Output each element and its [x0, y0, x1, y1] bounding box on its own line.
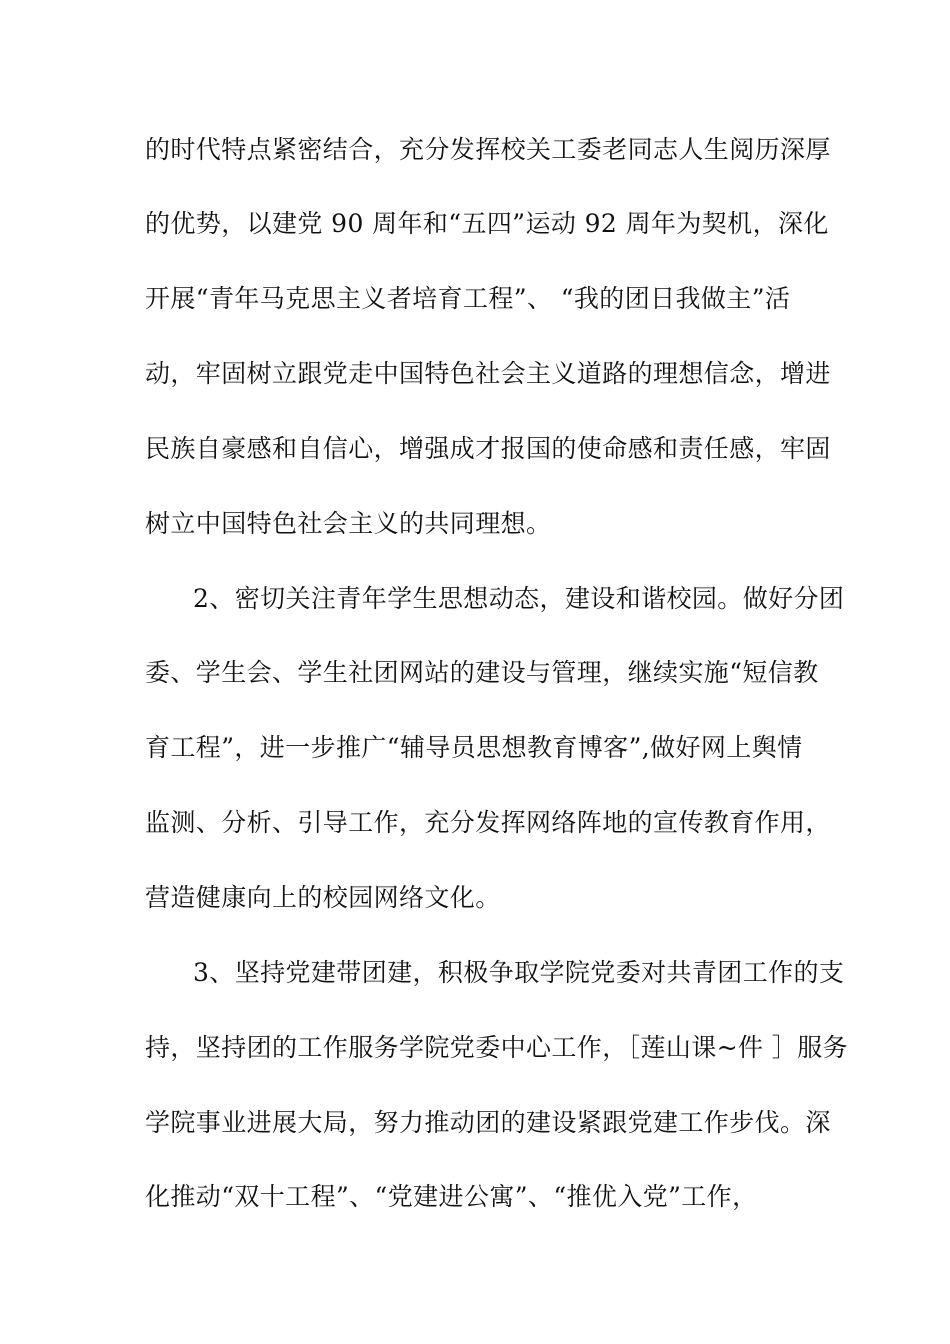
paragraph-line: 民族自豪感和自信心，增强成才报国的使命感和责任感，牢固 — [145, 434, 831, 463]
paragraph-line: 监测、分析、引导工作，充分发挥网络阵地的宣传教育作用， — [145, 808, 831, 837]
paragraph-line: 3、坚持党建带团建，积极争取学院党委对共青团工作的支 — [193, 958, 845, 987]
paragraph-line: 持，坚持团的工作服务学院党委中心工作，［莲山课~件 ］服务 — [145, 1033, 848, 1062]
paragraph-line: 委、学生会、学生社团网站的建设与管理，继续实施“短信教 — [145, 658, 819, 687]
paragraph-line: 学院事业进展大局，努力推动团的建设紧跟党建工作步伐。深 — [145, 1108, 831, 1137]
paragraph-line: 化推动“双十工程”、“党建进公寓”、“推优入党”工作， — [145, 1182, 758, 1211]
paragraph-line: 的时代特点紧密结合，充分发挥校关工委老同志人生阅历深厚 — [145, 135, 831, 164]
paragraph-line: 2、密切关注青年学生思想动态，建设和谐校园。做好分团 — [193, 584, 845, 613]
paragraph-line: 营造健康向上的校园网络文化。 — [145, 883, 501, 912]
paragraph-line: 的优势，以建党 90 周年和“五四”运动 92 周年为契机，深化 — [145, 209, 829, 238]
paragraph-line: 开展“青年马克思主义者培育工程”、 “我的团日我做主”活 — [145, 284, 791, 313]
paragraph-line: 树立中国特色社会主义的共同理想。 — [145, 509, 552, 538]
paragraph-line: 动，牢固树立跟党走中国特色社会主义道路的理想信念，增进 — [145, 359, 831, 388]
paragraph-line: 育工程”，进一步推广“辅导员思想教育博客”,做好网上舆情 — [145, 733, 803, 762]
